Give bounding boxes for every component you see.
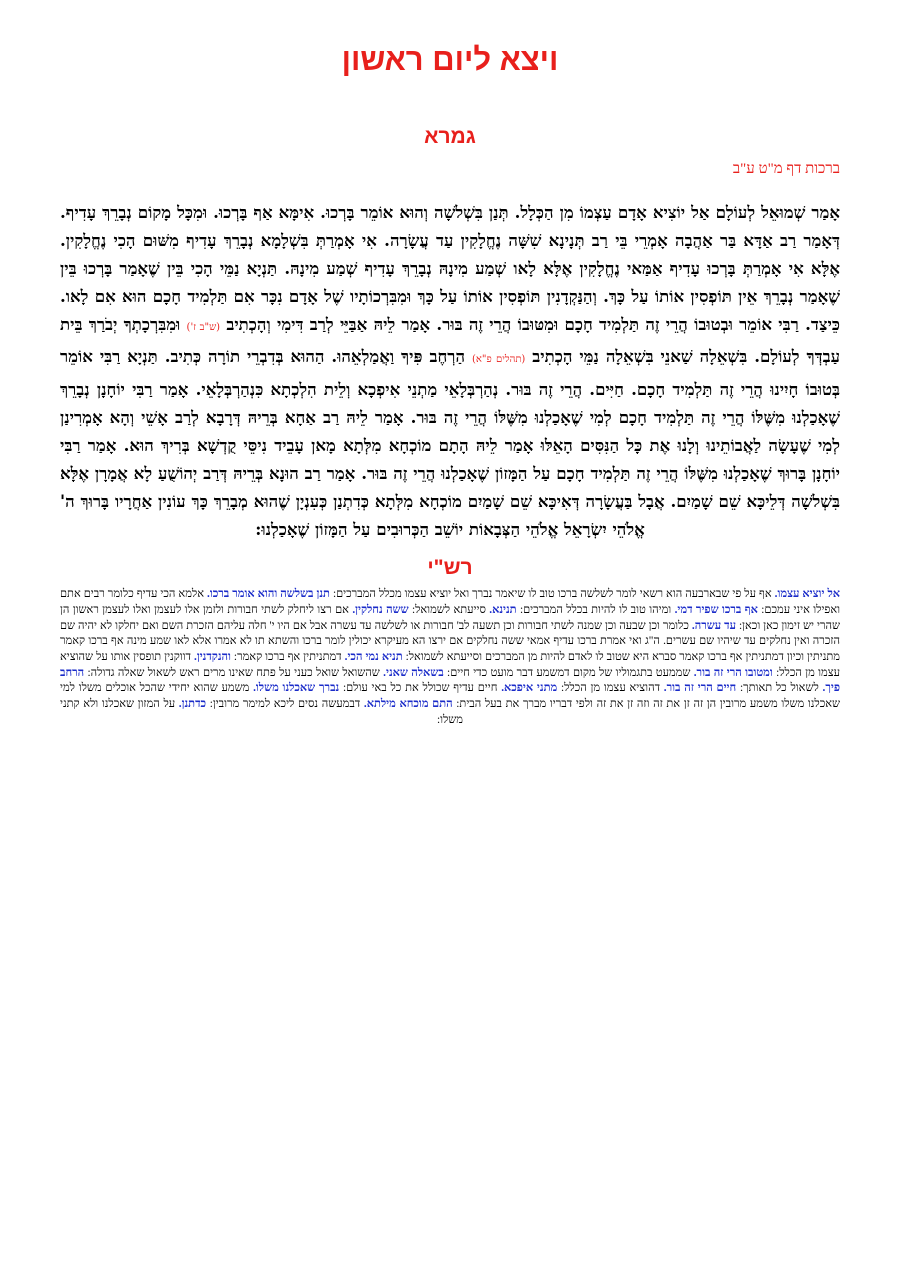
rashi-heading-word: אל יוציא עצמו. bbox=[774, 588, 840, 601]
rashi-heading-word: ומטובו הרי זה בור. bbox=[693, 666, 773, 679]
rashi-heading-word: התם מוכחא מילתא. bbox=[363, 698, 453, 711]
rashi-segment: כלומר וכן שבעה וכן שמנה לשתי חבורות וכן תשעה לב' חבורות או לשלשה עד עשרה אבל אם היו י' חלה עליהם הזכרת השם ואם יחלקו לא יהיה שם הזכרה ואין נחלקים עד שיהיו שם עשרים. ה"ג ואי אמרת ברכו עדיף אמאי ששה נחלקים אם ירצו הא מעיקרא יכולין לומר ברכו והשתא תו לא אמרו אלא לאו שמע מינה אף ברכו קאמר מתניתין וכיון דמתניתין אף ברכו קאמר סברא היא שטוב לו לאדם להיות מן המברכים וסייעתא לשמואל: bbox=[60, 619, 840, 663]
rashi-heading-word: והנקדנין. bbox=[194, 650, 231, 663]
rashi-segment: חיים עדיף שכולל את כל באי עולם: bbox=[339, 682, 502, 695]
rashi-heading-word: ששה נחלקין. bbox=[352, 603, 409, 616]
gemara-heading: גמרא bbox=[424, 125, 476, 148]
rashi-heading-word: כדתנן. bbox=[178, 698, 207, 711]
rashi-heading-word: מתני איפכא. bbox=[501, 682, 558, 695]
rashi-segment: אלמא הכי עדיף כלומר רבים אתם ואפילו איני עמכם: bbox=[60, 588, 841, 616]
rashi-heading-word: תנינא. bbox=[489, 603, 517, 616]
rashi-heading-word: הרחב פיך. bbox=[60, 666, 840, 695]
gemara-segment: אָמַר שְׁמוּאֵל לְעוֹלָם אַל יוֹצִיא אָדָם עַצְמוֹ מִן הַכְּלָל. תְּנַן בִּשְׁלשָׁה וְהוּא אוֹמֵר בָּרְכוּ. אִימָּא אַף בָּרְכוּ. וּמִכָּל מָקוֹם נְבָרֵךְ עָדִיף. דְּאָמַר רַב אַדָּא בַּר אַהֲבָה אָמְרֵי בֵּי רַב תְּנָינָא שִׁשָּׁה נֶחֱלָקִין עַד עֲשָׂרָה. אִי אָמְרַתְּ בִּשְׁלָמָא נְבָרֵךְ עָדִיף מִשּׁוּם הָכִי נֶחֱלָקִין. אֶלָּא אִי אָמְרַתְּ בָּרְכוּ עָדִיף אַמַּאי נֶחֱלָקִין אֶלָּא לָאו שְׁמַע מִינָהּ נְבָרֵךְ עָדִיף שְׁמַע מִינָהּ. תַּנְיָא נַמֵּי הָכִי בֵּין שֶׁאָמַר בָּרְכוּ בֵּין שֶׁאָמַר נְבָרֵךְ אֵין תּוֹפְסִין אוֹתוֹ עַל כָּךְ. וְהַנַּקְדָנִין תּוֹפְסִין אוֹתוֹ עַל כָּךְ וּמִבִּרְכוֹתָיו שֶׁל אָדָם נִכָּר אִם תַּלְמִיד חָכָם הוּא אִם לָאו. כֵּיצַד. רַבִּי אוֹמֵר וּבְטוּבוֹ הֲרֵי זֶה תַּלְמִיד חָכָם וּמִטּוּבוֹ הֲרֵי זֶה בּוּר. אָמַר לֵיהּ אַבַּיֵּי לְרַב דִּימִי וְהָכְתִיב bbox=[60, 202, 840, 335]
rashi-heading-word: בשאלה שאני. bbox=[383, 666, 444, 679]
rashi-heading-word: אף ברכו שפיר דמי. bbox=[674, 603, 758, 616]
rashi-segment: דמתניתין אף ברכו קאמר: bbox=[230, 650, 345, 663]
verse-reference: (ש"ב ז') bbox=[186, 322, 221, 334]
rashi-heading: רש"י bbox=[427, 556, 473, 580]
rashi-segment: משמע שהוא יחידי שהכל אוכלים משלו למי שאכלנו משלו משמע מרובין הן זה זן את זה וזה זן את זה ולפי דבריו מברך את בעל הבית: bbox=[60, 682, 841, 711]
verse-reference: (תהלים פ"א) bbox=[471, 354, 526, 366]
rashi-heading-word: עד עשרה. bbox=[691, 619, 736, 632]
rashi-segment: דהוציא עצמו מן הכלל: bbox=[557, 682, 664, 695]
rashi-segment: דבמעשה נסים ליכא למימר מרובין: bbox=[206, 698, 364, 711]
rashi-segment: שממעט בתגמוליו של מקום דמשמע דבר מועט כדי חיים: bbox=[443, 666, 694, 679]
rashi-segment: סייעתא לשמואל: bbox=[408, 603, 490, 616]
rashi-segment: שהשואל שואל כעני על פתח שאינו מרים ראש לשאול שאלה גדולה: bbox=[84, 666, 384, 679]
rashi-segment: ומיהו טוב לו להיות בכלל המברכים: bbox=[516, 603, 675, 616]
source-reference: ברכות דף מ"ט ע"ב bbox=[732, 161, 840, 177]
rashi-segment: אף על פי שבארבעה הוא רשאי לומר לשלשה ברכו טוב לו שיאמר נברך ואל יוציא עצמו מכלל המברכים: bbox=[329, 588, 775, 601]
gemara-text bbox=[60, 198, 840, 543]
rashi-segment: אם רצו ליחלק לשתי חבורות ולזמן אלו לעצמן ואלו לעצמן ראשון הן שהרי יש זימון כאן וכאן: bbox=[60, 603, 840, 632]
gemara-segment: וּמִבִּרְכָתְךָ יְבֹרַךְ בֵּית עַבְדְּךָ לְעוֹלָם. בִּשְׁאֵלָה שַׁאנֵי בִּשְׁאֵלָה נַמֵּי הָכְתִיב bbox=[60, 314, 840, 367]
rashi-segment: דווקנין תופסין אותו על שהוציא עצמו מן הכלל: bbox=[60, 650, 841, 679]
rashi-commentary bbox=[60, 587, 840, 728]
rashi-heading-word: תניא נמי הכי. bbox=[344, 650, 403, 663]
gemara-segment: הַרְחֶב פִּיךָ וַאֲמַלְאֵהוּ. הַהוּא בְּדִבְרֵי תוֹרָה כְּתִיב. תַּנְיָא רַבִּי אוֹמֵר בְּטוּבוֹ חָיִינוּ הֲרֵי זֶה תַּלְמִיד חָכָם. חַיִּים. הֲרֵי זֶה בּוּר. נְהַרְבְּלָאֵי מַתְנֵי אִיפְכָא וְלֵית הִלְכְתָא כִּנְהַרְבְּלָאֵי. אָמַר רַבִּי יוֹחָנָן נְבָרֵךְ שֶׁאָכַלְנוּ מִשֶּׁלּוֹ הֲרֵי זֶה תַּלְמִיד חָכָם לְמִי שֶׁאָכַלְנוּ מִשֶּׁלּוֹ הֲרֵי זֶה בּוּר. אָמַר לֵיהּ רַב אַחָא בְּרֵיהּ דְּרָבָא לְרַב אָשֵׁי וְהָא אָמְרִינַן לְמִי שֶׁעָשָׂה לַאֲבוֹתֵינוּ וְלָנוּ אֶת כָּל הַנִּסִּים הָאֵלּוּ אָמַר לֵיהּ הָתָם מוֹכְחָא מִלְּתָא מָאן עָבֵיד נִיסֵּי קֻדְשָׁא בְּרִיךְ הוּא. אָמַר רַבִּי יוֹחָנָן בָּרוּךְ שֶׁאָכַלְנוּ מִשֶּׁלּוֹ הֲרֵי זֶה תַּלְמִיד חָכָם עַל הַמָּזוֹן שֶׁאָכַלְנוּ הֲרֵי זֶה בּוּר. אָמַר רַב הוּנָא בְּרֵיהּ דְּרַב יְהוֹשֻׁעַ לָא אֲמָרָן אֶלָּא בִּשְׁלשָׁה דְּלֵיכָּא שֵׁם שָׁמַיִם. אֲבָל בַּעֲשָׂרָה דְּאִיכָּא שֵׁם שָׁמַיִם מוֹכְחָא מִלְּתָא כְּדִתְנַן כְּעִנְיָן שֶׁהוּא מְבָרֵךְ כָּךְ עוֹנִין אַחֲרָיו בָּרוּךְ ה' אֱלֹהֵי יִשְׂרָאֵל אֱלֹהֵי הַצְּבָאוֹת יוֹשֵׁב הַכְּרוּבִים עַל הַמָּזוֹן שֶׁאָכַלְנוּ: bbox=[60, 346, 840, 540]
rashi-heading-word: חיים הרי זה בור. bbox=[663, 682, 737, 695]
rashi-heading-word: נברך שאכלנו משלו. bbox=[253, 682, 340, 695]
page-title: ויצא ליום ראשון bbox=[341, 42, 559, 77]
rashi-segment: לשאול כל תאותך: bbox=[736, 682, 823, 695]
rashi-heading-word: תנן בשלשה והוא אומר ברכו. bbox=[207, 588, 330, 601]
page bbox=[60, 0, 840, 728]
rashi-segment: על המזון שאכלנו ולא קתני משלו: bbox=[60, 698, 463, 726]
